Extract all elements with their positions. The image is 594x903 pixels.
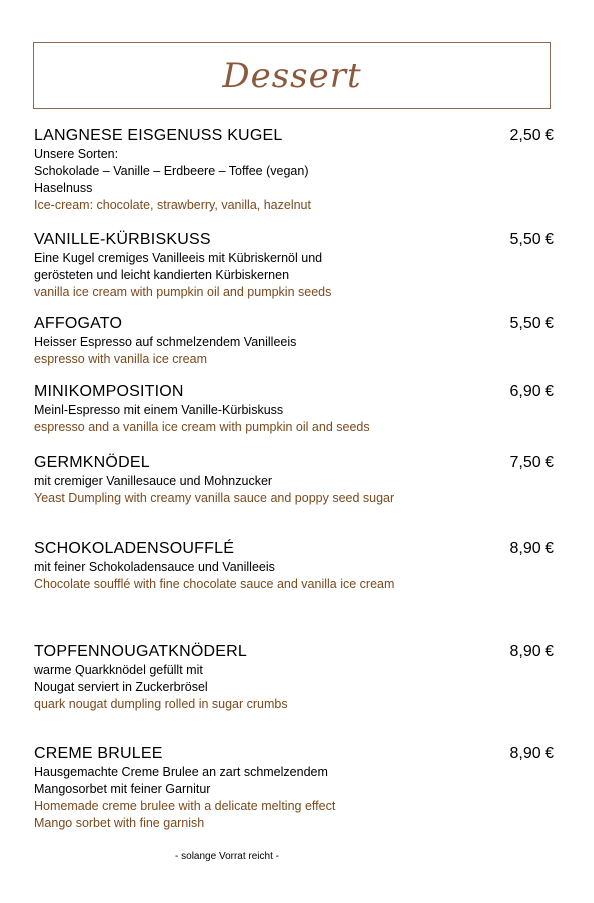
item-name: AFFOGATO (34, 315, 123, 332)
item-description-en: espresso and a vanilla ice cream with pumpkin oil and seeds (34, 420, 370, 434)
item-description-en: Homemade creme brulee with a delicate melting effect (34, 799, 336, 813)
item-head (34, 539, 554, 559)
footer-note: - solange Vorrat reicht - (175, 851, 279, 862)
item-head (34, 382, 554, 402)
item-name: SCHOKOLADENSOUFFLÉ (34, 540, 235, 557)
item-description-de: Mangosorbet mit feiner Garnitur (34, 782, 211, 796)
item-name: LANGNESE EISGENUSS KUGEL (34, 127, 283, 144)
item-head (34, 453, 554, 473)
item-price: 8,90 € (509, 540, 554, 557)
item-description-de: Heisser Espresso auf schmelzendem Vanilleeis (34, 335, 297, 349)
item-description-en: Chocolate soufflé with fine chocolate sauce and vanilla ice cream (34, 577, 395, 591)
item-description-de: Nougat serviert in Zuckerbrösel (34, 680, 208, 694)
item-description-de: Haselnuss (34, 181, 93, 195)
item-description-de: Eine Kugel cremiges Vanilleeis mit Kübriskernöl und (34, 251, 323, 265)
item-description-de: Schokolade – Vanille – Erdbeere – Toffee (vegan) (34, 164, 309, 178)
item-name: GERMKNÖDEL (34, 454, 150, 471)
item-head (34, 126, 554, 146)
item-head (34, 642, 554, 662)
item-price: 6,90 € (509, 383, 554, 400)
item-price: 5,50 € (509, 231, 554, 248)
item-name: TOPFENNOUGATKNÖDERL (34, 643, 248, 660)
item-name: CREME BRULEE (34, 745, 163, 762)
item-name: MINIKOMPOSITION (34, 383, 184, 400)
item-description-en: Yeast Dumpling with creamy vanilla sauce and poppy seed sugar (34, 491, 395, 505)
item-price: 2,50 € (509, 127, 554, 144)
item-head (34, 314, 554, 334)
item-description-de: Meinl-Espresso mit einem Vanille-Kürbiskuss (34, 403, 284, 417)
item-price: 8,90 € (509, 643, 554, 660)
item-description-de: mit cremiger Vanillesauce und Mohnzucker (34, 474, 273, 488)
item-head (34, 230, 554, 250)
menu-title: Dessert (222, 55, 362, 96)
item-price: 5,50 € (509, 315, 554, 332)
item-description-de: warme Quarkknödel gefüllt mit (34, 663, 203, 677)
item-head (34, 744, 554, 764)
item-description-de: Hausgemachte Creme Brulee an zart schmelzendem (34, 765, 328, 779)
item-description-en: espresso with vanilla ice cream (34, 352, 207, 366)
item-description-en: quark nougat dumpling rolled in sugar crumbs (34, 697, 288, 711)
item-description-en: vanilla ice cream with pumpkin oil and pumpkin seeds (34, 285, 332, 299)
item-price: 8,90 € (509, 745, 554, 762)
menu-item-schokoladensouffle (34, 539, 554, 593)
title-box (33, 42, 551, 109)
menu-item-topfennougatknoederl (34, 642, 554, 713)
item-price: 7,50 € (509, 454, 554, 471)
menu-item-langnese (34, 126, 554, 214)
item-description-en: Ice-cream: chocolate, strawberry, vanilla, hazelnut (34, 198, 311, 212)
menu-item-affogato (34, 314, 554, 368)
item-name: VANILLE-KÜRBISKUSS (34, 231, 211, 248)
item-description-de: Unsere Sorten: (34, 147, 119, 161)
menu-item-vanille-kuerbiskuss (34, 230, 554, 301)
menu-item-germknoedel (34, 453, 554, 507)
menu-item-minikomposition (34, 382, 554, 436)
item-description-de: gerösteten und leicht kandierten Kürbiskernen (34, 268, 290, 282)
item-description-en: Mango sorbet with fine garnish (34, 816, 205, 830)
item-description-de: mit feiner Schokoladensauce und Vanilleeis (34, 560, 275, 574)
menu-item-creme-brulee (34, 744, 554, 832)
